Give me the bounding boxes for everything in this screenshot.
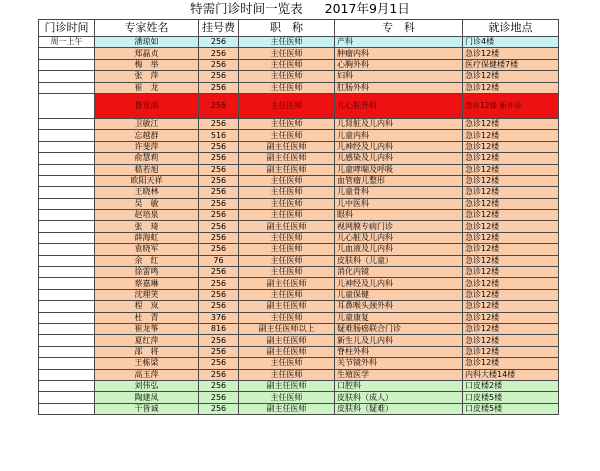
header-name: 专家姓名 <box>95 20 199 37</box>
time-cell <box>39 153 95 164</box>
page-title <box>0 0 600 18</box>
rank-cell: 副主任医师 <box>239 153 335 164</box>
time-cell <box>39 71 95 82</box>
fee-cell: 256 <box>199 153 239 164</box>
location-cell: 急诊12楼 <box>463 210 559 221</box>
location-cell: 急诊12楼 <box>463 232 559 243</box>
table-row <box>39 278 559 289</box>
rank-cell: 副主任医师 <box>239 380 335 391</box>
department-cell: 儿神经及儿内科 <box>335 278 463 289</box>
table-row <box>39 323 559 334</box>
doctor-name-cell: 干皆诚 <box>95 403 199 414</box>
fee-cell: 256 <box>199 71 239 82</box>
header-fee: 挂号费 <box>199 20 239 37</box>
rank-cell: 副主任医师 <box>239 346 335 357</box>
fee-cell: 256 <box>199 289 239 300</box>
department-cell: 皮肤科（儿童） <box>335 255 463 266</box>
rank-cell: 主任医师 <box>239 312 335 323</box>
doctor-name-cell: 吴 敏 <box>95 198 199 209</box>
doctor-name-cell: 嵇若旭 <box>95 164 199 175</box>
table-row <box>39 380 559 391</box>
rank-cell: 主任医师 <box>239 93 335 118</box>
doctor-name-cell: 欧阳天祥 <box>95 175 199 186</box>
fee-cell: 256 <box>199 346 239 357</box>
rank-cell: 主任医师 <box>239 59 335 70</box>
doctor-name-cell: 梅 举 <box>95 59 199 70</box>
doctor-name-cell: 杜 青 <box>95 312 199 323</box>
department-cell: 肿瘤内科 <box>335 48 463 59</box>
rank-cell: 副主任医师 <box>239 164 335 175</box>
rank-cell: 副主任医师 <box>239 301 335 312</box>
location-cell: 内科大楼14楼 <box>463 369 559 380</box>
doctor-name-cell: 潘琼如 <box>95 37 199 48</box>
time-cell <box>39 232 95 243</box>
location-cell: 门诊4楼 <box>463 37 559 48</box>
rank-cell: 主任医师 <box>239 71 335 82</box>
rank-cell: 主任医师 <box>239 130 335 141</box>
fee-cell: 256 <box>199 187 239 198</box>
time-cell <box>39 392 95 403</box>
time-cell <box>39 255 95 266</box>
rank-cell: 主任医师 <box>239 232 335 243</box>
doctor-name-cell: 鲁亚南 <box>95 93 199 118</box>
department-cell: 耳鼻喉头颈外科 <box>335 301 463 312</box>
department-cell: 消化内镜 <box>335 267 463 278</box>
department-cell: 皮肤科（成人） <box>335 392 463 403</box>
table-row <box>39 346 559 357</box>
time-cell <box>39 93 95 118</box>
department-cell: 心胸外科 <box>335 59 463 70</box>
fee-cell: 76 <box>199 255 239 266</box>
header-location: 就诊地点 <box>463 20 559 37</box>
location-cell: 急诊12楼 <box>463 118 559 129</box>
fee-cell: 256 <box>199 267 239 278</box>
location-cell: 口皮楼2楼 <box>463 380 559 391</box>
fee-cell: 256 <box>199 164 239 175</box>
department-cell: 儿中医科 <box>335 198 463 209</box>
time-cell <box>39 335 95 346</box>
table-row <box>39 232 559 243</box>
table-row <box>39 164 559 175</box>
fee-cell: 256 <box>199 232 239 243</box>
time-cell <box>39 118 95 129</box>
table-row <box>39 175 559 186</box>
doctor-name-cell: 俞慧莉 <box>95 153 199 164</box>
table-row <box>39 141 559 152</box>
rank-cell: 主任医师 <box>239 198 335 209</box>
time-cell <box>39 164 95 175</box>
rank-cell: 主任医师 <box>239 175 335 186</box>
fee-cell: 256 <box>199 118 239 129</box>
location-cell: 急诊12楼 <box>463 244 559 255</box>
time-cell <box>39 130 95 141</box>
rank-cell: 主任医师 <box>239 255 335 266</box>
department-cell: 口腔科 <box>335 380 463 391</box>
table-row <box>39 289 559 300</box>
department-cell: 眼科 <box>335 210 463 221</box>
fee-cell: 256 <box>199 403 239 414</box>
header-rank: 职 称 <box>239 20 335 37</box>
doctor-name-cell: 张 琦 <box>95 221 199 232</box>
time-cell <box>39 403 95 414</box>
fee-cell: 256 <box>199 141 239 152</box>
table-row <box>39 210 559 221</box>
rank-cell: 主任医师 <box>239 267 335 278</box>
table-row <box>39 130 559 141</box>
doctor-name-cell: 王栋梁 <box>95 358 199 369</box>
department-cell: 儿童骨科 <box>335 187 463 198</box>
doctor-name-cell: 袁晓军 <box>95 244 199 255</box>
header-time: 门诊时间 <box>39 20 95 37</box>
table-row <box>39 301 559 312</box>
fee-cell: 256 <box>199 82 239 93</box>
department-cell: 新生儿及儿内科 <box>335 335 463 346</box>
department-cell: 儿心脏外科 <box>335 93 463 118</box>
department-cell: 产科 <box>335 37 463 48</box>
table-row <box>39 59 559 70</box>
rank-cell: 副主任医师 <box>239 278 335 289</box>
table-row <box>39 198 559 209</box>
table-row <box>39 267 559 278</box>
department-cell: 儿童内科 <box>335 130 463 141</box>
fee-cell: 256 <box>199 380 239 391</box>
table-row <box>39 118 559 129</box>
time-cell <box>39 82 95 93</box>
fee-cell: 256 <box>199 392 239 403</box>
table-row <box>39 403 559 414</box>
location-cell: 急诊12楼 <box>463 198 559 209</box>
time-cell <box>39 346 95 357</box>
time-cell <box>39 175 95 186</box>
time-cell <box>39 358 95 369</box>
rank-cell: 副主任医师 <box>239 335 335 346</box>
rank-cell: 副主任医师 <box>239 403 335 414</box>
time-cell <box>39 59 95 70</box>
fee-cell: 256 <box>199 210 239 221</box>
department-cell: 妇科 <box>335 71 463 82</box>
doctor-name-cell: 邵 将 <box>95 346 199 357</box>
table-row <box>39 71 559 82</box>
fee-cell: 256 <box>199 369 239 380</box>
doctor-name-cell: 许斐萍 <box>95 141 199 152</box>
table-row <box>39 153 559 164</box>
department-cell: 脊柱外科 <box>335 346 463 357</box>
rank-cell: 主任医师 <box>239 210 335 221</box>
table-row <box>39 369 559 380</box>
location-cell: 急诊12楼 <box>463 323 559 334</box>
department-cell: 血管瘤儿整形 <box>335 175 463 186</box>
rank-cell: 主任医师 <box>239 82 335 93</box>
location-cell: 口皮楼5楼 <box>463 403 559 414</box>
doctor-name-cell: 刘伟弘 <box>95 380 199 391</box>
table-row <box>39 255 559 266</box>
location-cell: 急诊12楼 新开诊 <box>463 93 559 118</box>
doctor-name-cell: 沈理笑 <box>95 289 199 300</box>
table-row <box>39 37 559 48</box>
doctor-name-cell: 蔡嘉琳 <box>95 278 199 289</box>
doctor-name-cell: 王晓林 <box>95 187 199 198</box>
location-cell: 急诊12楼 <box>463 82 559 93</box>
department-cell: 肛肠外科 <box>335 82 463 93</box>
location-cell: 急诊12楼 <box>463 153 559 164</box>
table-row <box>39 335 559 346</box>
location-cell: 口皮楼5楼 <box>463 392 559 403</box>
doctor-name-cell: 陶建凤 <box>95 392 199 403</box>
time-cell <box>39 48 95 59</box>
doctor-name-cell: 赵培泉 <box>95 210 199 221</box>
rank-cell: 主任医师 <box>239 392 335 403</box>
time-cell <box>39 267 95 278</box>
department-cell: 儿童保健 <box>335 289 463 300</box>
location-cell: 急诊12楼 <box>463 255 559 266</box>
department-cell: 儿血液及儿内科 <box>335 244 463 255</box>
department-cell: 儿心脏及儿内科 <box>335 232 463 243</box>
time-cell <box>39 210 95 221</box>
doctor-name-cell: 薛海虹 <box>95 232 199 243</box>
fee-cell: 516 <box>199 130 239 141</box>
table-row <box>39 48 559 59</box>
rank-cell: 副主任医师 <box>239 221 335 232</box>
location-cell: 急诊12楼 <box>463 289 559 300</box>
department-cell: 儿神经及儿内科 <box>335 141 463 152</box>
doctor-name-cell: 崔 龙 <box>95 82 199 93</box>
department-cell: 皮肤科（疑难） <box>335 403 463 414</box>
location-cell: 急诊12楼 <box>463 278 559 289</box>
table-row <box>39 82 559 93</box>
rank-cell: 主任医师 <box>239 369 335 380</box>
location-cell: 急诊12楼 <box>463 267 559 278</box>
doctor-name-cell: 高玉萍 <box>95 369 199 380</box>
fee-cell: 256 <box>199 335 239 346</box>
doctor-name-cell: 余 红 <box>95 255 199 266</box>
fee-cell: 256 <box>199 301 239 312</box>
table-row <box>39 244 559 255</box>
location-cell: 急诊12楼 <box>463 48 559 59</box>
table-row <box>39 358 559 369</box>
department-cell: 儿童康复 <box>335 312 463 323</box>
location-cell: 急诊12楼 <box>463 346 559 357</box>
table-row <box>39 93 559 118</box>
doctor-name-cell: 卫敏江 <box>95 118 199 129</box>
fee-cell: 256 <box>199 175 239 186</box>
department-cell: 疑难肠癌联合门诊 <box>335 323 463 334</box>
department-cell: 视网膜专病门诊 <box>335 221 463 232</box>
time-cell <box>39 244 95 255</box>
header-dept: 专 科 <box>335 20 463 37</box>
fee-cell: 256 <box>199 93 239 118</box>
fee-cell: 256 <box>199 221 239 232</box>
location-cell: 急诊12楼 <box>463 358 559 369</box>
department-cell: 关节镜外科 <box>335 358 463 369</box>
location-cell: 急诊12楼 <box>463 141 559 152</box>
table-row <box>39 392 559 403</box>
time-cell <box>39 221 95 232</box>
time-cell <box>39 141 95 152</box>
fee-cell: 376 <box>199 312 239 323</box>
time-cell <box>39 289 95 300</box>
location-cell: 急诊12楼 <box>463 164 559 175</box>
rank-cell: 主任医师 <box>239 187 335 198</box>
fee-cell: 816 <box>199 323 239 334</box>
time-cell <box>39 323 95 334</box>
time-cell <box>39 198 95 209</box>
rank-cell: 主任医师 <box>239 244 335 255</box>
time-cell <box>39 380 95 391</box>
fee-cell: 256 <box>199 198 239 209</box>
rank-cell: 副主任医师 <box>239 141 335 152</box>
fee-cell: 256 <box>199 48 239 59</box>
table-row <box>39 187 559 198</box>
department-cell: 儿感染及儿内科 <box>335 153 463 164</box>
title-date: 2017年9月1日 <box>324 1 410 16</box>
header-row <box>39 20 559 37</box>
rank-cell: 主任医师 <box>239 37 335 48</box>
location-cell: 急诊12楼 <box>463 312 559 323</box>
fee-cell: 256 <box>199 244 239 255</box>
table-row <box>39 312 559 323</box>
fee-cell: 256 <box>199 358 239 369</box>
location-cell: 急诊12楼 <box>463 71 559 82</box>
location-cell: 医疗保健楼7楼 <box>463 59 559 70</box>
schedule-table <box>38 19 559 415</box>
location-cell: 急诊12楼 <box>463 301 559 312</box>
fee-cell: 256 <box>199 278 239 289</box>
location-cell: 急诊12楼 <box>463 187 559 198</box>
location-cell: 急诊12楼 <box>463 175 559 186</box>
time-cell <box>39 301 95 312</box>
rank-cell: 主任医师 <box>239 118 335 129</box>
doctor-name-cell: 徐雷鸣 <box>95 267 199 278</box>
doctor-name-cell: 张 萍 <box>95 71 199 82</box>
location-cell: 急诊12楼 <box>463 335 559 346</box>
time-cell <box>39 369 95 380</box>
time-cell: 周一上午 <box>39 37 95 48</box>
time-cell <box>39 187 95 198</box>
time-cell <box>39 312 95 323</box>
department-cell: 儿童哮喘及呼吸 <box>335 164 463 175</box>
rank-cell: 主任医师 <box>239 289 335 300</box>
table-row <box>39 221 559 232</box>
department-cell: 生殖医学 <box>335 369 463 380</box>
doctor-name-cell: 夏红萍 <box>95 335 199 346</box>
doctor-name-cell: 崔龙筝 <box>95 323 199 334</box>
rank-cell: 主任医师 <box>239 48 335 59</box>
fee-cell: 256 <box>199 37 239 48</box>
doctor-name-cell: 郑磊贞 <box>95 48 199 59</box>
location-cell: 急诊12楼 <box>463 221 559 232</box>
fee-cell: 256 <box>199 59 239 70</box>
department-cell: 儿肾脏及儿内科 <box>335 118 463 129</box>
location-cell: 急诊12楼 <box>463 130 559 141</box>
rank-cell: 主任医师 <box>239 358 335 369</box>
rank-cell: 副主任医师以上 <box>239 323 335 334</box>
time-cell <box>39 278 95 289</box>
doctor-name-cell: 忘越群 <box>95 130 199 141</box>
doctor-name-cell: 程 岚 <box>95 301 199 312</box>
title-text: 特需门诊时间一览表 <box>190 1 303 16</box>
